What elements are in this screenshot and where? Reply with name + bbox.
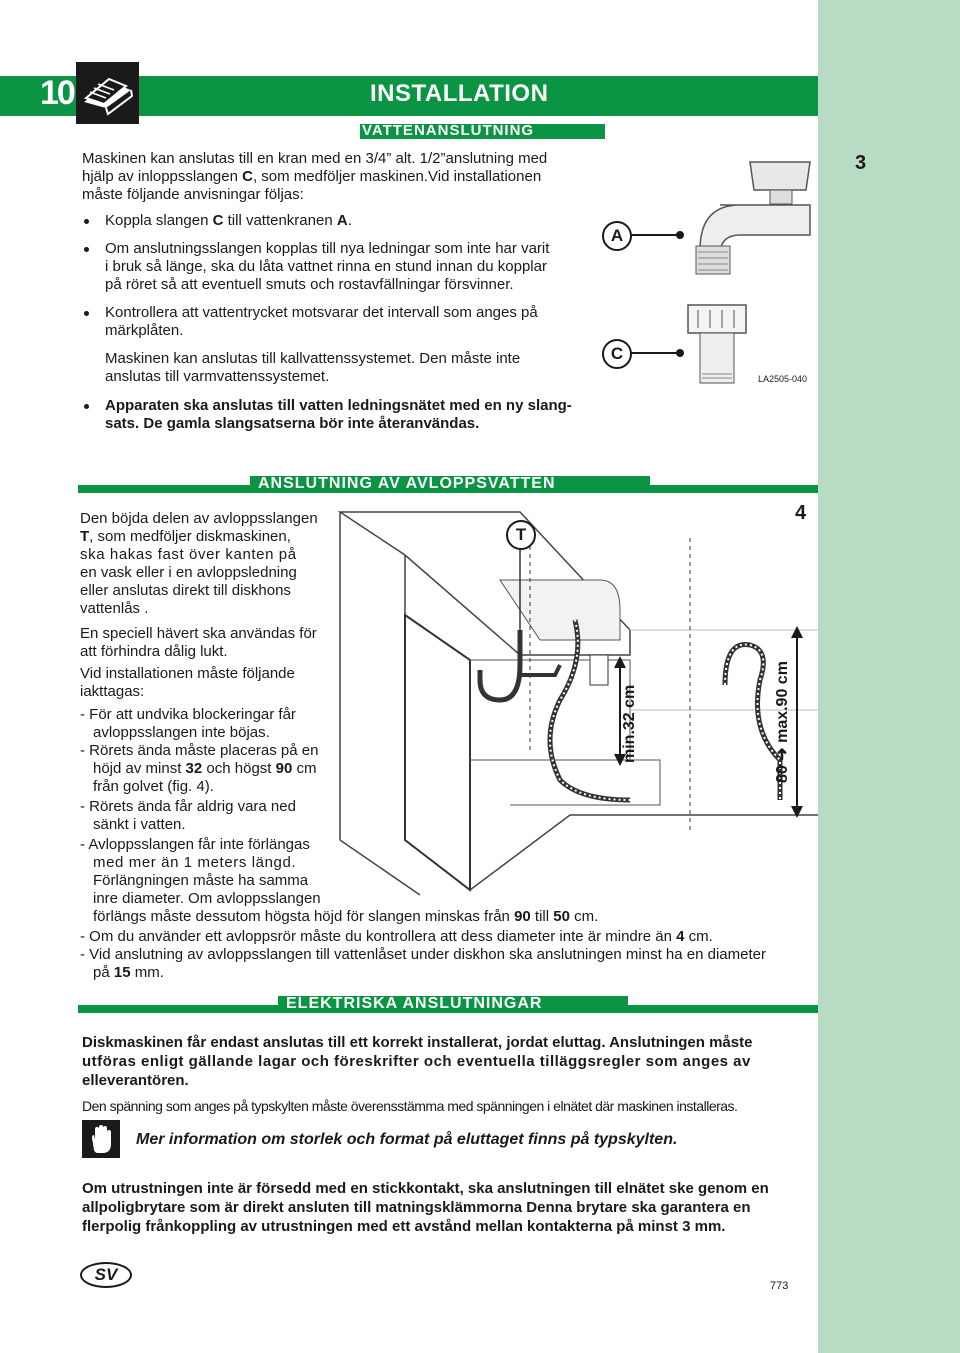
language-badge: SV	[80, 1262, 132, 1288]
faucet-illustration	[600, 150, 820, 400]
label-c-circle: C	[602, 339, 632, 369]
label-a-circle: A	[602, 221, 632, 251]
electric-note: Mer information om storlek och format på eluttaget finns på typskylten.	[136, 1131, 678, 1148]
figure-3-code: LA2505-040	[758, 374, 808, 384]
drain-line-5: eller anslutas direkt till diskhons	[80, 582, 291, 599]
drain-line-21: inre diameter. Om avloppsslangen	[93, 890, 321, 907]
sink-drain-illustration	[330, 500, 818, 900]
book-icon	[76, 62, 139, 124]
electric-p3-line-3: flerpolig frånkoppling av utrustningen med ett avstånd mellan kontakterna på minst 3 mm.	[82, 1218, 726, 1235]
max-height-label: 80 ➜ max.90 cm	[774, 661, 791, 783]
drain-line-1: Den böjda delen av avloppsslangen	[80, 510, 318, 527]
water-intro-line-3: måste följande anvisningar följas:	[82, 186, 304, 203]
electric-p3-line-2: allpoligbrytare som är direkt ansluten till matningsklämmorna Denna brytare ska garantera en	[82, 1199, 751, 1216]
electric-p2: Den spänning som anges på typskylten måste överensstämma med spänningen i elnätet där maskinen installeras.	[82, 1098, 738, 1114]
water-bullet-3-line-4: anslutas till varmvattenssystemet.	[105, 368, 330, 385]
section-title-water: VATTENANSLUTNING	[362, 122, 535, 139]
drain-line-18: - Avloppsslangen får inte förlängas	[80, 836, 310, 853]
drain-line-24: - Vid anslutning av avloppsslangen till vattenlåset under diskhon ska anslutningen minst ha en diameter	[80, 946, 766, 963]
water-bullet-4-line-2: sats. De gamla slangsatserna bör inte återanvändas.	[105, 415, 480, 432]
drain-line-16: - Rörets ända får aldrig vara ned	[80, 798, 296, 815]
electric-p3-line-1: Om utrustningen inte är försedd med en stickkontakt, ska anslutningen till elnätet ske genom en	[82, 1180, 769, 1197]
drain-line-14: höjd av minst 32 och högst 90 cm	[93, 760, 317, 777]
water-bullet-2-line-1: Om anslutningsslangen kopplas till nya ledningar som inte har varit	[105, 240, 550, 257]
electric-p1-line-2: utföras enligt gällande lagar och föreskrifter och eventuella tilläggsregler som anges av	[82, 1053, 751, 1070]
hand-stop-icon	[82, 1120, 120, 1158]
section-title-drain: ANSLUTNING AV AVLOPPSVATTEN	[258, 475, 556, 492]
drain-line-7: En speciell hävert ska användas för	[80, 625, 317, 642]
bullet-dot	[84, 247, 89, 252]
drain-line-6: vattenlås .	[80, 600, 149, 617]
drain-line-2: T, som medföljer diskmaskinen,	[80, 528, 291, 545]
drain-line-19: med mer än 1 meters längd.	[93, 854, 297, 871]
drain-line-3: ska hakas fast över kanten på	[80, 546, 297, 563]
bullet-dot	[84, 404, 89, 409]
label-t-circle: T	[506, 520, 536, 550]
drain-line-9: Vid installationen måste följande	[80, 665, 295, 682]
drain-line-23: - Om du använder ett avloppsrör måste du kontrollera att dess diameter inte är mindre än 4 cm.	[80, 928, 713, 945]
drain-line-20: Förlängningen måste ha samma	[93, 872, 309, 889]
bullet-dot	[84, 219, 89, 224]
water-bullet-2-line-3: på röret så att eventuell smuts och rostavfällningar försvinner.	[105, 276, 514, 293]
water-bullet-1: Koppla slangen C till vattenkranen A.	[105, 212, 352, 229]
bullet-dot	[84, 311, 89, 316]
drain-line-8: att förhindra dålig lukt.	[80, 643, 228, 660]
drain-line-22: förlängs måste dessutom högsta höjd för slangen minskas från 90 till 50 cm.	[93, 908, 599, 925]
water-intro-line-1: Maskinen kan anslutas till en kran med en 3/4” alt. 1/2”anslutning med	[82, 150, 548, 167]
figure-4-number: 4	[795, 502, 807, 524]
drain-line-25: på 15 mm.	[93, 964, 164, 981]
side-color-band	[818, 0, 960, 1353]
page-title: INSTALLATION	[370, 80, 549, 107]
water-bullet-3-line-2: märkplåten.	[105, 322, 184, 339]
electric-p1-line-3: elleverantören.	[82, 1072, 189, 1089]
drain-line-11: - För att undvika blockeringar får	[80, 706, 296, 723]
water-bullet-3-line-3: Maskinen kan anslutas till kallvattenssystemet. Den måste inte	[105, 350, 521, 367]
electric-p1-line-1: Diskmaskinen får endast anslutas till ett korrekt installerat, jordat eluttag. Anslutningen måste	[82, 1034, 753, 1051]
drain-line-4: en vask eller i en avloppsledning	[80, 564, 297, 581]
doc-code: 773	[770, 1280, 789, 1292]
water-bullet-4-line-1: Apparaten ska anslutas till vatten ledningsnätet med en ny slang-	[105, 397, 572, 414]
page-number: 10	[40, 74, 74, 112]
water-intro-line-2: hjälp av inloppsslangen C, som medföljer maskinen.Vid installationen	[82, 168, 542, 185]
figure-3-number: 3	[855, 152, 867, 174]
drain-line-17: sänkt i vatten.	[93, 816, 186, 833]
drain-line-10: iakttagas:	[80, 683, 145, 700]
min-height-label: min.32 cm	[621, 684, 638, 763]
water-bullet-2-line-2: i bruk så länge, ska du låta vattnet rinna en stund innan du kopplar	[105, 258, 547, 275]
drain-line-13: - Rörets ända måste placeras på en	[80, 742, 319, 759]
section-title-electric: ELEKTRISKA ANSLUTNINGAR	[286, 995, 543, 1012]
drain-line-15: från golvet (fig. 4).	[93, 778, 214, 795]
drain-line-12: avloppsslangen inte böjas.	[93, 724, 270, 741]
water-bullet-3-line-1: Kontrollera att vattentrycket motsvarar det intervall som anges på	[105, 304, 538, 321]
